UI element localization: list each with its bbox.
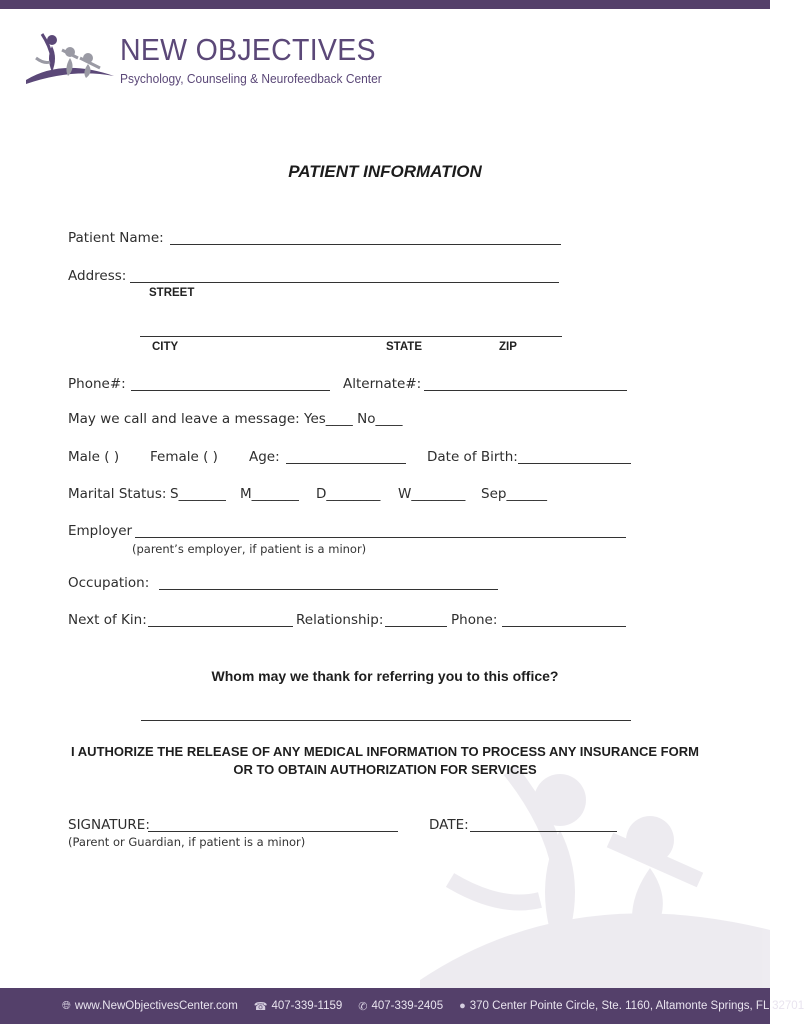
kin-phone-label: Phone: bbox=[451, 612, 498, 628]
employer-label: Employer bbox=[68, 523, 133, 539]
globe-icon: 🌐︎ bbox=[62, 999, 71, 1012]
signature-field[interactable] bbox=[148, 831, 398, 832]
brand-tagline: Psychology, Counseling & Neurofeedback Center bbox=[120, 71, 382, 86]
footer-bar bbox=[0, 988, 804, 1024]
occupation-field[interactable] bbox=[159, 589, 498, 590]
referral-field[interactable] bbox=[141, 720, 631, 721]
street-caption: STREET bbox=[149, 287, 195, 299]
city-caption: CITY bbox=[152, 341, 179, 353]
female-option[interactable]: Female ( ) bbox=[150, 449, 218, 465]
zip-caption: ZIP bbox=[499, 341, 517, 353]
footer-website-text: www.NewObjectivesCenter.com bbox=[74, 1000, 238, 1012]
signature-note: (Parent or Guardian, if patient is a minor) bbox=[68, 835, 306, 849]
footer-fax-text: 407-339-2405 bbox=[371, 1000, 444, 1012]
marital-option-married[interactable]: M_______ bbox=[240, 486, 299, 502]
footer-fax[interactable] bbox=[358, 1000, 443, 1013]
phone-icon: ☎ bbox=[253, 1000, 268, 1013]
age-label: Age: bbox=[249, 449, 280, 465]
authorization-statement-line-1: I AUTHORIZE THE RELEASE OF ANY MEDICAL INFORMATION TO PROCESS ANY INSURANCE FORM bbox=[71, 744, 699, 759]
patient-name-field[interactable] bbox=[170, 244, 561, 245]
top-accent-bar bbox=[0, 0, 770, 9]
marital-option-divorced[interactable]: D________ bbox=[316, 486, 381, 502]
logo bbox=[22, 28, 382, 90]
referral-question: Whom may we thank for referring you to this office? bbox=[211, 668, 559, 684]
male-option[interactable]: Male ( ) bbox=[68, 449, 120, 465]
footer-phone-text: 407-339-1159 bbox=[271, 1000, 343, 1012]
age-field[interactable] bbox=[286, 463, 406, 464]
patient-name-label: Patient Name: bbox=[68, 230, 164, 246]
kin-phone-field[interactable] bbox=[502, 626, 626, 627]
phone-label: Phone#: bbox=[68, 376, 126, 392]
next-of-kin-label: Next of Kin: bbox=[68, 612, 147, 628]
footer-address-text: 370 Center Pointe Circle, Ste. 1160, Altamonte Springs, FL 32701 bbox=[469, 1000, 804, 1012]
fax-icon: ✆ bbox=[358, 1000, 368, 1013]
date-of-birth-field[interactable] bbox=[518, 463, 631, 464]
marital-option-widowed[interactable]: W________ bbox=[398, 486, 466, 502]
signature-label: SIGNATURE: bbox=[68, 817, 150, 833]
leave-message-question: May we call and leave a message: Yes____ No____ bbox=[68, 411, 403, 427]
authorization-statement-line-2: OR TO OBTAIN AUTHORIZATION FOR SERVICES bbox=[233, 762, 537, 777]
phone-field[interactable] bbox=[131, 390, 330, 391]
marital-option-separated[interactable]: Sep______ bbox=[481, 486, 547, 502]
footer-phone[interactable] bbox=[254, 1000, 342, 1013]
footer-address bbox=[459, 1000, 804, 1012]
alternate-phone-field[interactable] bbox=[424, 390, 627, 391]
date-of-birth-label: Date of Birth: bbox=[427, 449, 518, 465]
footer-website[interactable] bbox=[62, 1000, 238, 1013]
logo-mark-icon bbox=[22, 28, 118, 90]
date-label: DATE: bbox=[429, 817, 469, 833]
date-field[interactable] bbox=[470, 831, 617, 832]
logo-watermark-icon bbox=[410, 760, 770, 988]
next-of-kin-field[interactable] bbox=[148, 626, 293, 627]
employer-note: (parent’s employer, if patient is a minor) bbox=[132, 542, 367, 556]
marital-option-single[interactable]: S_______ bbox=[170, 486, 226, 502]
relationship-field[interactable] bbox=[385, 626, 447, 627]
form-title: PATIENT INFORMATION bbox=[288, 162, 482, 181]
address-label: Address: bbox=[68, 268, 127, 284]
location-pin-icon: ● bbox=[459, 1000, 466, 1012]
alternate-phone-label: Alternate#: bbox=[343, 376, 422, 392]
brand-name: NEW OBJECTIVES bbox=[120, 32, 376, 67]
marital-status-label: Marital Status: bbox=[68, 486, 167, 502]
relationship-label: Relationship: bbox=[296, 612, 384, 628]
state-caption: STATE bbox=[386, 341, 422, 353]
street-field[interactable] bbox=[130, 282, 559, 283]
occupation-label: Occupation: bbox=[68, 575, 150, 591]
employer-field[interactable] bbox=[135, 537, 626, 538]
city-state-zip-field[interactable] bbox=[140, 336, 562, 337]
